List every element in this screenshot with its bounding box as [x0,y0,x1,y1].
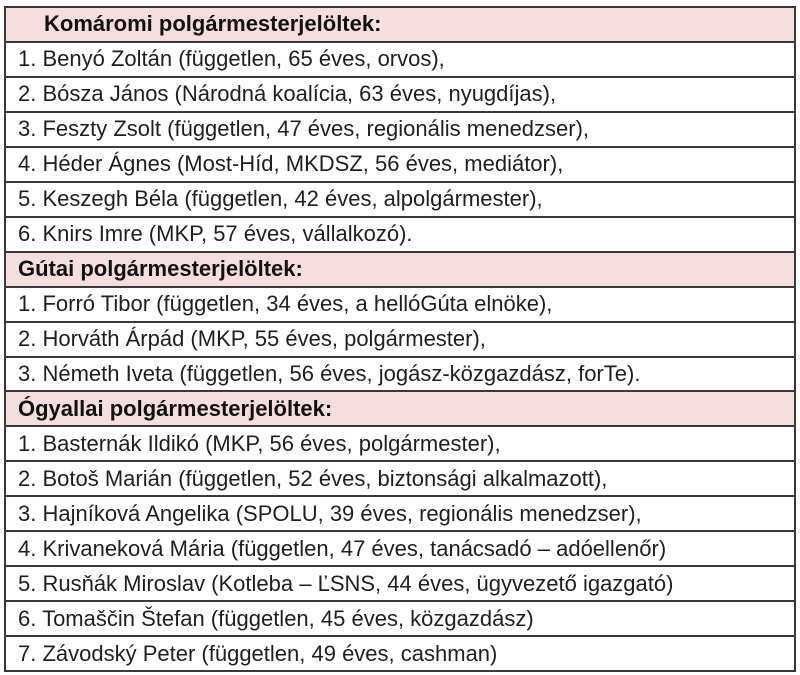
section-header-komarom: Komáromi polgármesterjelöltek: [6,8,794,43]
list-item: 2. Horváth Árpád (MKP, 55 éves, polgármester), [6,323,794,358]
list-item: 1. Forró Tibor (független, 34 éves, a hellóGúta elnöke), [6,288,794,323]
list-item: 2. Bósza János (Národná koalícia, 63 éves, nyugdíjas), [6,78,794,113]
list-item: 4. Krivaneková Mária (független, 47 éves, tanácsadó – adóellenőr) [6,532,794,567]
list-item: 3. Hajníková Angelika (SPOLU, 39 éves, regionális menedzser), [6,497,794,532]
list-item: 7. Závodský Peter (független, 49 éves, cashman) [18,640,498,666]
list-item: 3. Németh Iveta (független, 56 éves, jogász-közgazdász, forTe). [6,358,794,393]
list-item: 1. Benyó Zoltán (független, 65 éves, orvos), [6,43,794,78]
list-item: 1. Basternák Ildikó (MKP, 56 éves, polgármester), [6,427,794,462]
list-item: 6. Tomaščin Štefan (független, 45 éves, közgazdász) [6,602,794,637]
list-item: 5. Rusňák Miroslav (Kotleba – ĽSNS, 44 éves, ügyvezető igazgató) [6,567,794,602]
section-header-guta: Gútai polgármesterjelöltek: [6,253,794,288]
list-item: 4. Héder Ágnes (Most-Híd, MKDSZ, 56 éves, mediátor), [6,148,794,183]
list-item: 5. Keszegh Béla (független, 42 éves, alpolgármester), [6,183,794,218]
list-item: 2. Botoš Marián (független, 52 éves, biztonsági alkalmazott), [6,462,794,497]
list-item: 6. Knirs Imre (MKP, 57 éves, vállalkozó). [6,218,794,253]
list-item: 3. Feszty Zsolt (független, 47 éves, regionális menedzser), [6,113,794,148]
candidates-table [4,6,796,672]
section-header-ogyalla: Ógyallai polgármesterjelöltek: [6,392,794,427]
